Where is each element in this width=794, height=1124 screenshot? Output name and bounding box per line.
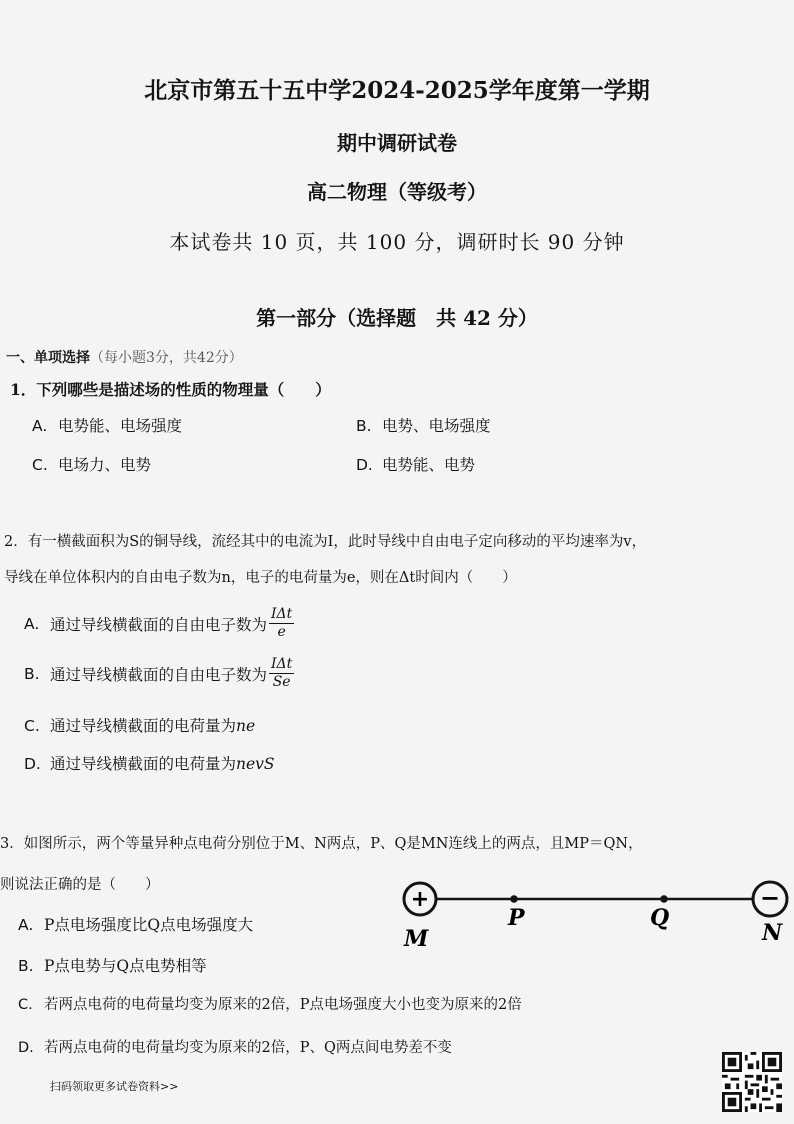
part-heading <box>6 347 243 367</box>
q3-option-d <box>18 1036 452 1057</box>
qr-code-icon[interactable] <box>722 1052 782 1112</box>
q3-stem-line2: 则说法正确的是（ ） <box>0 877 160 893</box>
q1-option-b <box>356 414 491 436</box>
q3-stem-line1: 3．如图所示，两个等量异种点电荷分别位于M、N两点，P、Q是MN连线上的两点，且MP＝QN， <box>0 836 643 852</box>
option-text: 电场力、电势 <box>58 456 152 474</box>
option-text: 若两点电荷的电荷量均变为原来的2倍，P点电场强度大小也变为原来的2倍 <box>44 997 522 1013</box>
part-note: （每小题3分，共42分） <box>90 350 243 366</box>
option-variable: ne <box>236 717 256 735</box>
point-q-dot <box>660 895 668 903</box>
point-p-dot <box>510 895 518 903</box>
fraction <box>269 656 294 691</box>
q2-option-b <box>24 656 294 691</box>
q3-option-b <box>18 954 207 976</box>
q3-option-c <box>18 993 522 1014</box>
q3-option-a <box>18 913 253 935</box>
option-text: 通过导线横截面的电荷量为 <box>50 755 237 773</box>
exam-subject: 高二物理（等级考） <box>307 180 487 204</box>
option-label: D. <box>356 456 373 474</box>
label-n: N <box>762 920 783 946</box>
option-text: P点电场强度比Q点电场强度大 <box>44 916 254 934</box>
section-title: 第一部分（选择题 共 42 分） <box>256 306 538 330</box>
option-label: C. <box>18 997 33 1013</box>
option-text: 通过导线横截面的电荷量为 <box>50 717 237 735</box>
option-text: P点电势与Q点电势相等 <box>44 957 207 975</box>
option-label: A. <box>18 916 34 934</box>
option-text: 通过导线横截面的自由电子数为 <box>50 615 268 634</box>
exam-info: 本试卷共 10 页，共 100 分，调研时长 90 分钟 <box>169 230 625 254</box>
exam-title: 北京市第五十五中学2024-2025学年度第一学期 <box>144 77 650 104</box>
fraction-numerator: IΔt <box>271 606 293 622</box>
q2-option-c <box>24 714 255 736</box>
fraction-numerator: IΔt <box>271 656 293 672</box>
option-label: B. <box>356 417 372 435</box>
option-text: 电势能、电场强度 <box>58 417 183 435</box>
q1-stem: 1．下列哪些是描述场的性质的物理量（ ） <box>10 380 331 399</box>
part-label: 一、单项选择 <box>6 350 90 366</box>
q1-option-d <box>356 453 475 475</box>
option-text: 电势能、电势 <box>382 456 476 474</box>
option-text: 通过导线横截面的自由电子数为 <box>50 665 268 684</box>
option-label: B. <box>24 664 40 683</box>
option-label: C. <box>32 456 48 474</box>
label-q: Q <box>650 905 670 931</box>
option-label: A. <box>24 614 40 633</box>
label-p: P <box>508 905 525 931</box>
option-label: D. <box>24 755 41 773</box>
option-label: D. <box>18 1040 34 1056</box>
option-text: 电势、电场强度 <box>382 417 491 435</box>
q2-option-d <box>24 752 275 774</box>
fraction-denominator: Se <box>272 674 291 690</box>
option-variable: nevS <box>236 755 275 773</box>
plus-sign: + <box>410 887 430 912</box>
q2-stem-line1: 2．有一横截面积为S的铜导线，流经其中的电流为I，此时导线中自由电子定向移动的平均速率为v， <box>4 534 647 550</box>
option-label: C. <box>24 717 40 735</box>
fraction-denominator: e <box>277 624 286 640</box>
q2-option-a <box>24 606 294 641</box>
charge-diagram <box>396 868 794 950</box>
exam-subtitle: 期中调研试卷 <box>337 131 457 155</box>
option-label: B. <box>18 957 34 975</box>
q2-stem-line2: 导线在单位体积内的自由电子数为n，电子的电荷量为e，则在Δt时间内（ ） <box>4 570 517 586</box>
option-text: 若两点电荷的电荷量均变为原来的2倍，P、Q两点间电势差不变 <box>44 1040 452 1056</box>
footer-text: 扫码领取更多试卷资料>> <box>50 1080 179 1093</box>
q1-option-a <box>32 414 182 436</box>
q1-option-c <box>32 453 151 475</box>
fraction <box>269 606 294 641</box>
minus-sign: − <box>759 884 781 912</box>
label-m: M <box>404 926 429 950</box>
option-label: A. <box>32 417 48 435</box>
